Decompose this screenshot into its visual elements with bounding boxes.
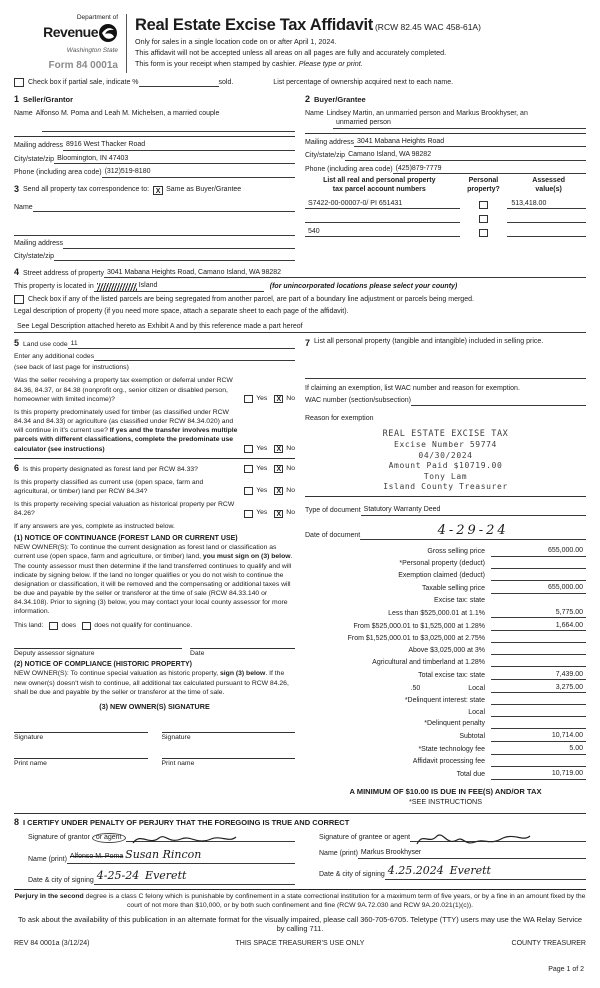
does-qualify-checkbox[interactable]	[49, 622, 58, 630]
buyer-section	[305, 93, 586, 261]
current-use-question: Is this property classified as current use (open space, farm and agricultural, or timber) land per RCW 84.34?	[14, 478, 204, 496]
segregated-label: Check box if any of the listed parcels are being segregated from another parcel, are part of a boundary line adjustment or parcels being merged.	[28, 295, 474, 303]
no-label: No	[286, 509, 295, 517]
same-as-buyer-label: Same as Buyer/Grantee	[166, 186, 242, 194]
title-rcw-ref: (RCW 82.45 WAC 458-61A)	[374, 22, 481, 32]
corr-city-field[interactable]	[54, 253, 295, 261]
charge-value[interactable]	[491, 721, 586, 729]
corr-name-label: Name	[14, 203, 33, 211]
or-agent-circled: or agent	[92, 833, 126, 843]
charge-label: *Delinquent interest: state	[404, 696, 485, 704]
stamp-line: Excise Number 59774	[394, 440, 497, 450]
grantee-name-label: Name (print)	[319, 850, 358, 858]
additional-codes-label: Enter any additional codes	[14, 353, 95, 361]
charge-value[interactable]	[491, 709, 586, 717]
street-value[interactable]: 3041 Mabana Heights Road, Camano Island, WA 98282	[104, 268, 354, 278]
charge-label: Excise tax: state	[434, 597, 485, 605]
charge-label: From $1,525,000.01 to $3,025,000 at 2.75%	[347, 634, 485, 642]
does-not-label: does not qualify for continuance.	[94, 621, 193, 629]
certify-statement: I CERTIFY UNDER PENALTY OF PERJURY THAT THE FOREGOING IS TRUE AND CORRECT	[23, 817, 350, 827]
logo-revenue-text: Revenue	[43, 23, 98, 40]
charge-label: From $525,000.01 to $1,525,000 at 1.28%	[353, 622, 485, 630]
buyer-phone-label: Phone (including area code)	[305, 165, 393, 173]
forest-no-checkbox[interactable]: X	[274, 465, 283, 473]
charge-label: Taxable selling price	[421, 585, 485, 593]
yes-label: Yes	[256, 487, 268, 495]
seller-phone-label: Phone (including area code)	[14, 169, 102, 177]
grantee-city-handwritten[interactable]: Everett	[449, 863, 491, 877]
charge-label: Local	[468, 708, 485, 716]
buyer-mailing-value[interactable]: 3041 Mabana Heights Road	[354, 137, 586, 147]
grantee-name-printed[interactable]: Markus Brookhyser	[358, 848, 586, 858]
grantor-name-printed[interactable]: Alfonso M. Poma	[69, 853, 124, 861]
seller-name-line-2[interactable]	[42, 124, 295, 132]
see-instructions-note: *SEE INSTRUCTIONS	[408, 796, 483, 806]
deputy-signature-label: Deputy assessor signature	[14, 649, 95, 657]
assessed-header-line2: value(s)	[535, 186, 562, 194]
charge-value[interactable]	[491, 561, 586, 569]
personal-header-line2: property?	[467, 186, 500, 194]
page-indicator: Page 1 of 2	[548, 965, 584, 973]
historic-no-checkbox[interactable]: X	[274, 510, 283, 518]
forest-yes-checkbox[interactable]	[244, 465, 253, 473]
charge-label: Subtotal	[459, 733, 485, 741]
current-use-yes-checkbox[interactable]	[244, 487, 253, 495]
property-section	[14, 266, 586, 333]
section-8-number: 8	[14, 816, 20, 827]
located-value[interactable]: Island	[94, 281, 264, 291]
stamp-line: Island County Treasurer	[383, 481, 508, 491]
dor-logo	[14, 14, 126, 73]
seller-city-value[interactable]: Bloomington, IN 47403	[54, 154, 295, 164]
seller-mailing-label: Mailing address	[14, 142, 64, 150]
corr-city-label: City/state/zip	[14, 252, 55, 260]
section-3-number: 3	[14, 183, 20, 194]
new-owner-signature-title: (3) NEW OWNER(S) SIGNATURE	[99, 701, 210, 711]
charge-value[interactable]	[491, 659, 586, 667]
notice-compliance-text: NEW OWNER(S): To continue special valuation as historic property, sign (3) below. If the new owner(s) doesn't wish to continue, all additional tax calculated pursuant to RCW 84.26, shall be due and payable by the seller or transferor at the time of sale.	[14, 670, 289, 696]
legal-description-label: Legal description of property (if you need more space, attach a separate sheet to each page of the affidavit).	[14, 308, 349, 315]
form-header	[14, 14, 586, 73]
forest-question: Is this property designated as forest land per RCW 84.33?	[23, 465, 198, 473]
correspondence-label: Send all property tax correspondence to:	[23, 186, 150, 194]
minimum-fee-note: A MINIMUM OF $10.00 IS DUE IN FEE(S) AND/OR TAX	[349, 786, 542, 796]
ownership-note: List percentage of ownership acquired next to each name.	[273, 78, 454, 86]
stamp-divider	[305, 496, 586, 497]
section-4-number: 4	[14, 266, 20, 277]
charge-value[interactable]	[491, 647, 586, 655]
historic-yes-checkbox[interactable]	[244, 510, 253, 518]
seller-city-label: City/state/zip	[14, 155, 55, 163]
personal-property-field[interactable]	[305, 371, 586, 379]
corr-mailing-label: Mailing address	[14, 240, 64, 248]
doc-date-label: Date of document	[305, 531, 361, 539]
notice-compliance-title: (2) NOTICE OF COMPLIANCE (HISTORIC PROPERTY)	[14, 660, 192, 668]
grantee-signature-field[interactable]	[410, 834, 586, 842]
charge-label: Above $3,025,000 at 3%	[408, 646, 485, 654]
stamp-line: REAL ESTATE EXCISE TAX	[382, 429, 509, 440]
yes-label: Yes	[256, 394, 268, 402]
charge-label: .50 Local	[410, 684, 485, 692]
section-8-divider	[14, 813, 586, 814]
buyer-name-value-2[interactable]: unmarried person	[333, 118, 586, 128]
parcel-row	[305, 213, 586, 222]
buyer-divider	[305, 133, 586, 134]
partial-sale-label: Check box if partial sale, indicate %	[28, 78, 139, 86]
located-label: This property is located in	[14, 283, 94, 291]
exemption-yes-checkbox[interactable]	[244, 395, 253, 403]
charge-label: Agricultural and timberland at 1.28%	[372, 658, 485, 666]
alt-format-note: To ask about the availability of this publication in an alternate format for the visually impaired, please call 360-705-6705. Teletype (TTY) users may use the WA Relay Service by calling 711.	[17, 914, 583, 934]
stamp-line: Amount Paid $10719.00	[388, 461, 503, 471]
grantee-date-handwritten[interactable]: 4.25.2024	[387, 863, 444, 877]
assessed-value[interactable]: 513,418.00	[507, 199, 586, 209]
charge-value[interactable]: 3,275.00	[491, 683, 586, 693]
current-use-no-checkbox[interactable]: X	[274, 487, 283, 495]
timber-yes-checkbox[interactable]	[244, 445, 253, 453]
charge-value[interactable]	[491, 697, 586, 705]
see-back-note: (see back of last page for instructions)	[14, 364, 129, 372]
grantor-date-label: Date & city of signing	[28, 876, 94, 884]
section-7-number: 7	[305, 337, 311, 348]
charge-value[interactable]: 655,000.00	[491, 546, 586, 556]
grantor-date-handwritten[interactable]: 4-25-24	[96, 869, 140, 883]
personal-property-intro: List all personal property (tangible and intangible) included in selling price.	[314, 337, 544, 345]
charge-value[interactable]	[491, 635, 586, 643]
perjury-note: Perjury in the second degree is a class C felony which is punishable by confinement in a state correctional institution for a maximum term of five years, or by a fine in an amount fixed by the court of not more than $10,000, or by both such confinement and fine (RCW 9A.72.030 and RCW 9A.20.021(1)(c)).	[14, 893, 586, 910]
county-scribble	[97, 283, 137, 291]
seller-phone-value[interactable]: (312)519-8180	[102, 167, 295, 177]
county-note: (for unincorporated locations please select your county)	[269, 283, 458, 291]
grantor-signature-field[interactable]	[126, 834, 295, 842]
parcel-row	[305, 199, 586, 209]
signature-label: Signature	[161, 733, 191, 741]
buyer-city-value[interactable]: Camano Island, WA 98282	[345, 150, 586, 160]
seller-mailing-value[interactable]: 8916 West Thacker Road	[63, 140, 295, 150]
charge-value[interactable]: 7,439.00	[491, 670, 586, 680]
land-use-label: Land use code	[23, 340, 68, 348]
stamp-line: Tony Lam	[423, 471, 468, 481]
grantor-name-handwritten: Susan Rincon	[125, 848, 202, 862]
charge-label: *State technology fee	[418, 746, 485, 754]
parcel-header-line2: tax parcel account numbers	[332, 186, 426, 194]
header-note-2: This affidavit will not be accepted unless all areas on all pages are fully and accurately completed.	[135, 47, 447, 57]
no-label: No	[286, 444, 295, 452]
assessed-value[interactable]	[507, 222, 586, 223]
parcel-row	[305, 227, 586, 237]
seller-heading: Seller/Grantor	[23, 95, 74, 105]
corr-name-field[interactable]	[33, 204, 295, 212]
charge-value	[491, 598, 586, 606]
street-label: Street address of property	[23, 269, 104, 277]
parcel-number-value[interactable]: 540	[305, 227, 460, 237]
buyer-city-label: City/state/zip	[305, 152, 346, 160]
treasurer-stamp	[305, 429, 586, 492]
signature-label: Signature	[14, 733, 44, 741]
deputy-date-label: Date	[190, 649, 205, 657]
buyer-name-value[interactable]: Lindsey Martin, an unmarried person and Markus Brookhyser, an	[326, 109, 528, 117]
same-as-buyer-checkbox[interactable]: X	[153, 186, 163, 195]
grantee-signature-label: Signature of grantee or agent	[319, 834, 411, 842]
header-note-3: This form is your receipt when stamped by cashier.	[135, 58, 297, 68]
buyer-phone-value[interactable]: (425)879-7779	[393, 164, 586, 174]
charge-label: Total excise tax: state	[418, 671, 485, 679]
partial-sale-percent-field[interactable]	[139, 86, 219, 87]
partial-sale-checkbox[interactable]	[14, 78, 24, 87]
charge-label: Total due	[456, 771, 485, 779]
reason-exemption-label: Reason for exemption	[305, 414, 374, 422]
charge-label: *Personal property (deduct)	[399, 560, 485, 568]
does-not-qualify-checkbox[interactable]	[82, 622, 91, 630]
yes-label: Yes	[256, 464, 268, 472]
print-name-label: Print name	[161, 759, 195, 767]
page-title: Real Estate Excise Tax Affidavit	[135, 16, 374, 34]
treasurer-use-only: THIS SPACE TREASURER'S USE ONLY	[235, 940, 365, 948]
charge-value[interactable]: 5,775.00	[491, 608, 586, 618]
this-land-label: This land:	[14, 621, 44, 629]
no-label: No	[286, 487, 295, 495]
charge-value[interactable]: 10,714.00	[491, 731, 586, 741]
street-line-tail[interactable]	[354, 270, 586, 278]
does-label: does	[61, 621, 77, 629]
charge-value[interactable]: 655,000.00	[491, 583, 586, 593]
rev-number: REV 84 0001a (3/12/24)	[14, 940, 90, 948]
yes-label: Yes	[256, 444, 268, 452]
buyer-mailing-label: Mailing address	[305, 138, 355, 146]
grantor-city-handwritten[interactable]: Everett	[145, 869, 187, 883]
legal-description-value[interactable]: See Legal Description attached hereto as Exhibit A and by this reference made a part hereof	[14, 322, 586, 332]
seller-name-value[interactable]: Alfonso M. Poma and Leah M. Michelsen, a married couple	[35, 109, 220, 117]
county-treasurer-label: COUNTY TREASURER	[511, 940, 586, 948]
corr-mailing-field[interactable]	[63, 241, 295, 249]
wac-label: WAC number (section/subsection)	[305, 397, 411, 405]
logo-dept-text: Department of	[76, 14, 118, 21]
grantee-date-label: Date & city of signing	[319, 871, 385, 879]
charge-value[interactable]: 1,664.00	[491, 621, 586, 631]
charge-value[interactable]: 10,719.00	[491, 769, 586, 779]
grantee-signature-scribble	[413, 830, 533, 848]
grantor-signature-label: Signature of grantor or agent	[28, 833, 126, 842]
if-any-note: If any answers are yes, complete as instructed below.	[14, 522, 175, 530]
charge-value[interactable]: 5.00	[491, 744, 586, 754]
seller-name-label: Name	[14, 109, 33, 117]
assessed-value[interactable]	[507, 236, 586, 237]
parcel-header-line1: List all real and personal property	[323, 176, 436, 184]
personal-property-checkbox[interactable]	[479, 201, 488, 209]
footer-divider	[14, 889, 586, 890]
seller-section	[14, 93, 295, 261]
charge-label: Less than $525,000.01 at 1.1%	[388, 610, 485, 617]
section-5-number: 5	[14, 337, 20, 348]
charge-label: *Delinquent penalty	[424, 720, 485, 728]
personal-header-line1: Personal	[468, 176, 499, 184]
doc-type-value[interactable]: Statutory Warranty Deed	[361, 505, 586, 515]
grantor-name-label: Name (print)	[28, 855, 67, 863]
doc-type-label: Type of document	[305, 507, 361, 515]
parcel-table	[305, 176, 586, 237]
exemption-note: If claiming an exemption, list WAC number and reason for exemption.	[305, 385, 520, 393]
header-note-3-italic: Please type or print.	[298, 58, 363, 68]
section-2-number: 2	[305, 94, 311, 105]
charge-value[interactable]	[491, 573, 586, 581]
grantor-signature-scribble	[129, 830, 239, 848]
assessed-header-line1: Assessed	[532, 176, 565, 184]
segregated-checkbox[interactable]	[14, 295, 24, 304]
corr-extra-line[interactable]	[14, 228, 295, 236]
wac-field[interactable]	[411, 398, 586, 406]
notice-continuance-text: NEW OWNER(S): To continue the current designation as forest land or classification as current use (open space, farm and agriculture, or timber) land, you must sign on (3) below. The county assessor must then determine if the land transferred continues to qualify and will indicate by signing below. If the land no longer qualifies or you do not wish to continue the designation or classification, it will be removed and the compensating or additional taxes will be due and payable by the seller or transferor at the time of sale (RCW 84.33.140 or 84.34.108). Prior to signing (3) below, you may contact your local county assessor for more information.	[14, 544, 293, 616]
print-name-label: Print name	[14, 759, 47, 767]
charge-label: Affidavit processing fee	[412, 758, 485, 766]
notice-continuance-title: (1) NOTICE OF CONTINUANCE (FOREST LAND OR CURRENT USE)	[14, 534, 238, 542]
no-label: No	[286, 394, 295, 402]
parcel-number-value[interactable]: S7422-00-00007-0/ PI 651431	[305, 199, 460, 209]
personal-property-checkbox[interactable]	[479, 229, 488, 237]
seller-divider	[14, 136, 295, 137]
timber-question-bold: If yes and the transfer involves multiple parcels with different classifications, complete the predominate use calculator (see instructions)	[14, 427, 238, 453]
stamp-line: 04/30/2024	[418, 450, 473, 460]
doc-date-handwritten[interactable]: 4-29-24	[437, 522, 509, 538]
section-5-6-divider	[14, 458, 295, 459]
section-1-number: 1	[14, 94, 20, 105]
yes-label: Yes	[256, 509, 268, 517]
land-use-value[interactable]: 11	[68, 339, 295, 349]
form-number: Form 84 0001a	[48, 60, 118, 72]
timber-no-checkbox[interactable]: X	[274, 445, 283, 453]
additional-codes-field[interactable]	[94, 353, 295, 361]
buyer-heading: Buyer/Grantee	[314, 95, 366, 105]
exemption-question: Was the seller receiving a property tax exemption or deferral under RCW 84.36, 84.37, or 84.38 (nonprofit org., senior citizen or disabled person, homeowner with limited income)?	[14, 377, 233, 403]
excise-calculation-table	[305, 546, 586, 779]
timber-question: Is this property predominately used for timber (as classified under RCW 84.34 and 84.33) or agriculture (as classified under RCW 84.34.020) and will continue in it's current use?	[14, 408, 234, 435]
header-note-1: Only for sales in a single location code on or after April 1, 2024.	[135, 37, 337, 47]
parcel-number-value[interactable]	[305, 222, 460, 223]
partial-sale-sold-label: sold.	[218, 78, 234, 86]
buyer-name-label: Name	[305, 109, 324, 117]
charge-label: Gross selling price	[427, 548, 485, 556]
personal-property-checkbox[interactable]	[479, 215, 488, 223]
certification-section	[14, 816, 586, 886]
exemption-no-checkbox[interactable]: X	[274, 395, 283, 403]
historic-question: Is this property receiving special valuation as historical property per RCW 84.26?	[14, 501, 235, 518]
no-label: No	[286, 464, 295, 472]
dor-swirl-icon	[98, 23, 118, 46]
charge-label: Exemption claimed (deduct)	[398, 572, 485, 580]
charge-value[interactable]	[491, 759, 586, 767]
section-6-number: 6	[14, 462, 20, 473]
logo-state-text: Washington State	[66, 46, 118, 54]
